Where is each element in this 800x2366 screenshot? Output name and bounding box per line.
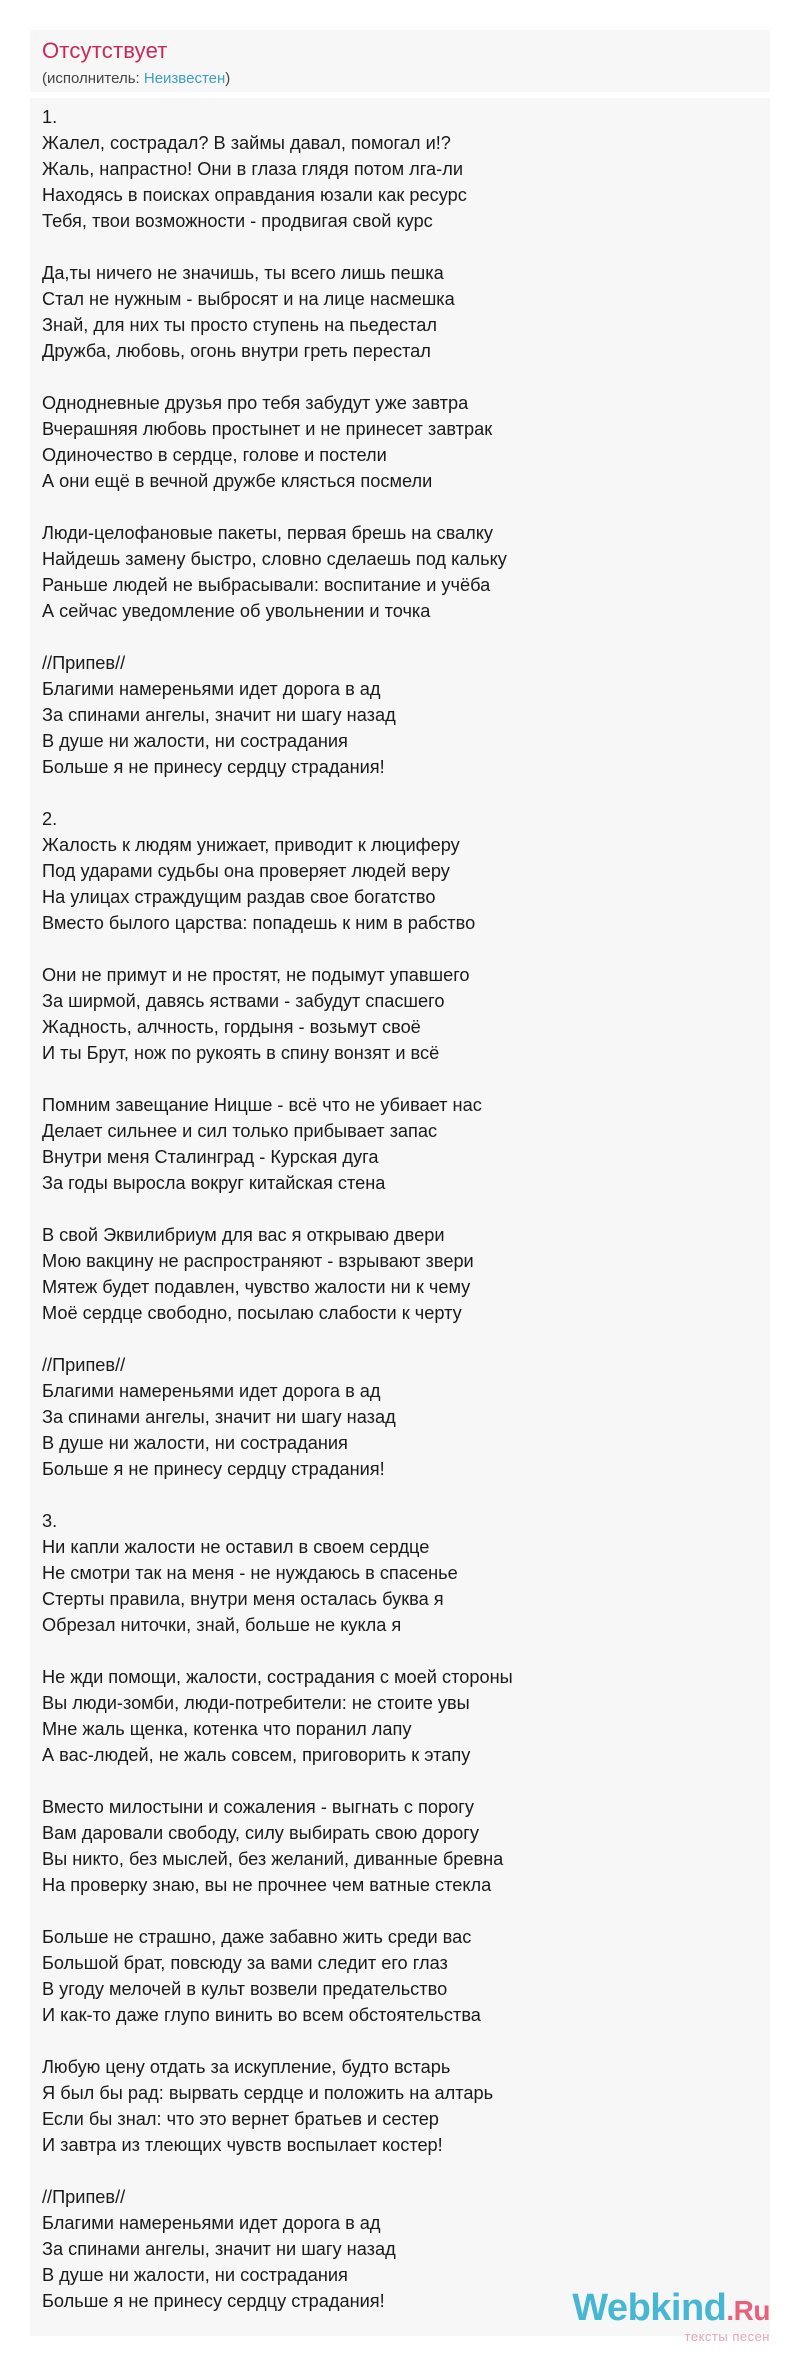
artist-link[interactable]: Неизвестен xyxy=(143,70,226,87)
artist-line xyxy=(42,70,230,87)
lyrics-text: 1. Жалел, сострадал? В займы давал, помогал и!? Жаль, напрастно! Они в глаза глядя потом лга-ли Находясь в поисках оправдания юзали как ресурс Тебя, твои возможности - продвигая свой курс Да,ты ничего не значишь, ты всего лишь пешка Стал не нужным - выбросят и на лице насмешка Знай, для них ты просто ступень на пьедестал Дружба, любовь, огонь внутри греть перестал Однодневные друзья про тебя забудут уже завтра Вчерашняя любовь простынет и не принесет завтрак Одиночество в сердце, голове и постели А они ещё в вечной дружбе клясться посмели Люди-целофановые пакеты, первая брешь на свалку Найдешь замену быстро, словно сделаешь под кальку Раньше людей не выбрасывали: воспитание и учёба А сейчас уведомление об увольнении и точка //Припев// Благими намереньями идет дорога в ад За спинами ангелы, значит ни шагу назад В душе ни жалости, ни сострадания Больше я не принесу сердцу страдания! 2. Жалость к людям унижает, приводит к люциферу Под ударами судьбы она проверяет людей веру На улицах страждущим раздав свое богатство Вместо былого царства: попадешь к ним в рабство Они не примут и не простят, не подымут упавшего За ширмой, давясь яствами - забудут спасшего Жадность, алчность, гордыня - возьмут своё И ты Брут, нож по рукоять в спину вонзят и всё Помним завещание Ницше - всё что не убивает нас Делает сильнее и сил только прибывает запас Внутри меня Сталинград - Курская дуга За годы выросла вокруг китайская стена В свой Эквилибриум для вас я открываю двери Мою вакцину не распространяют - взрывают звери Мятеж будет подавлен, чувство жалости ни к чему Моё сердце свободно, посылаю слабости к черту //Припев// Благими намереньями идет дорога в ад За спинами ангелы, значит ни шагу назад В душе ни жалости, ни сострадания Больше я не принесу сердцу страдания! 3. Ни капли жалости не оставил в своем сердце Не смотри так на меня - не нуждаюсь в спасенье Стерты правила, внутри меня осталась буква я Обрезал ниточки, знай, больше не кукла я Не жди помощи, жалости, сострадания с моей стороны Вы люди-зомби, люди-потребители: не стоите увы Мне жаль щенка, котенка что поранил лапу А вас-людей, не жаль совсем, приговорить к этапу Вместо милостыни и сожаления - выгнать с порогу Вам даровали свободу, силу выбирать свою дорогу Вы никто, без мыслей, без желаний, диванные бревна На проверку знаю, вы не прочнее чем ватные стекла Больше не страшно, даже забавно жить среди вас Большой брат, повсюду за вами следит его глаз В угоду мелочей в культ возвели предательство И как-то даже глупо винить во всем обстоятельства Любую цену отдать за искупление, будто встарь Я был бы рад: вырвать сердце и положить на алтарь Если бы знал: что это вернет братьев и сестер И завтра из тлеющих чувств воспылает костер! //Припев// Благими намереньями идет дорога в ад За спинами ангелы, значит ни шагу назад В душе ни жалости, ни сострадания Больше я не принесу сердцу страдания! xyxy=(42,107,513,2311)
lyrics-panel xyxy=(30,98,770,2336)
song-title: Отсутствует xyxy=(42,38,168,63)
watermark-tagline: тексты песен xyxy=(684,2329,770,2344)
song-header xyxy=(30,30,770,92)
watermark-tld: .Ru xyxy=(726,2295,770,2326)
artist-prefix: (исполнитель: xyxy=(42,70,144,87)
watermark-logo xyxy=(572,2288,770,2331)
site-watermark xyxy=(572,2288,770,2344)
artist-suffix: ) xyxy=(225,70,231,87)
watermark-brand: Webkind xyxy=(572,2287,727,2329)
